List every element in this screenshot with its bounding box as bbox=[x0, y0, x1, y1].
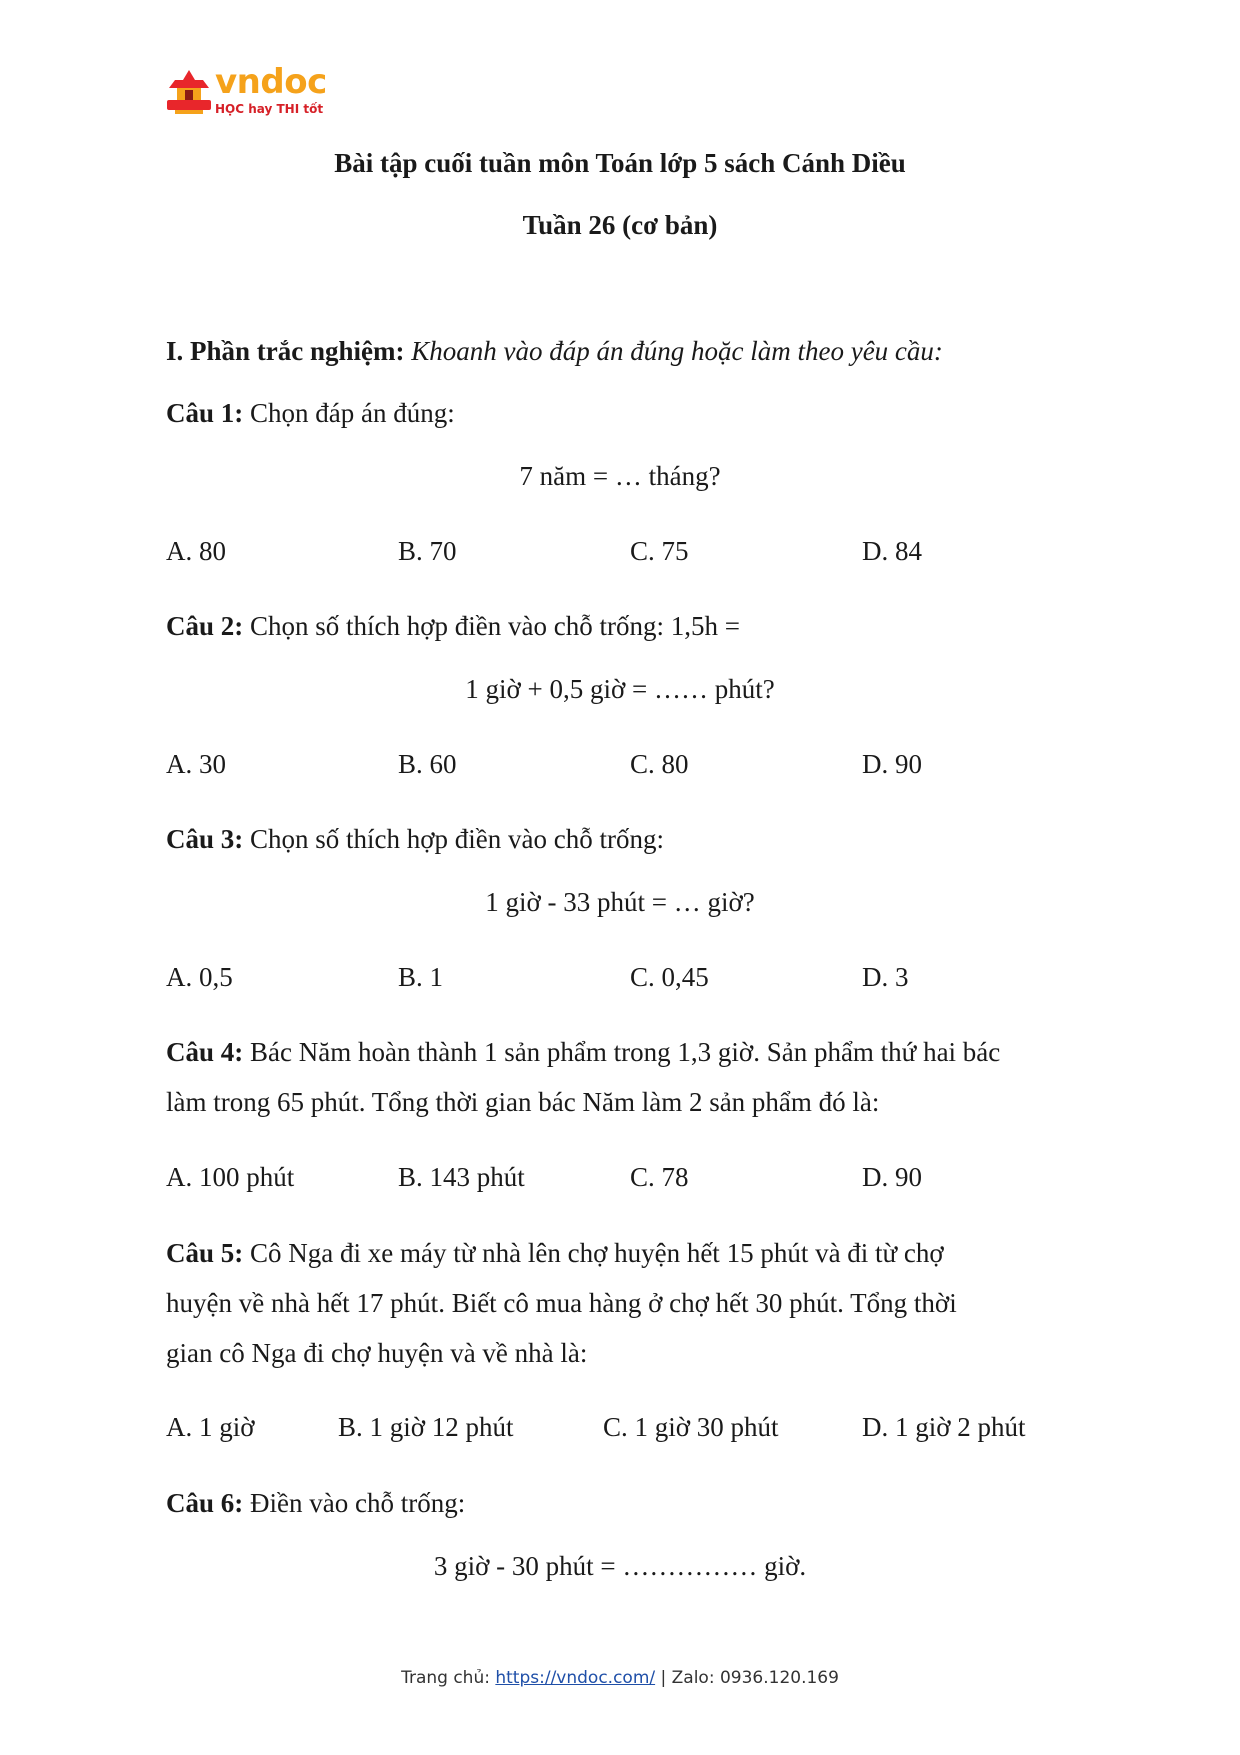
document-subtitle: Tuần 26 (cơ bản) bbox=[522, 210, 718, 240]
logo-brand: vndoc bbox=[215, 62, 327, 102]
footer-contact: | Zalo: 0936.120.169 bbox=[660, 1668, 839, 1688]
question-formula: 1 giờ - 33 phút = … giờ? bbox=[485, 887, 755, 917]
page-footer bbox=[0, 1668, 1240, 1688]
question-5 bbox=[166, 1238, 944, 1269]
option-b[interactable]: B. 60 bbox=[398, 749, 457, 779]
question-label: Câu 6: bbox=[166, 1488, 244, 1518]
option-d[interactable]: D. 3 bbox=[862, 962, 909, 992]
question-2 bbox=[166, 611, 740, 642]
question-text-continued: làm trong 65 phút. Tổng thời gian bác Năm làm 2 sản phẩm đó là: bbox=[166, 1087, 880, 1117]
option-c[interactable]: C. 78 bbox=[630, 1162, 689, 1192]
document-title: Bài tập cuối tuần môn Toán lớp 5 sách Cánh Diều bbox=[334, 148, 906, 178]
question-text-continued: gian cô Nga đi chợ huyện và về nhà là: bbox=[166, 1338, 588, 1368]
homepage-link[interactable]: https://vndoc.com/ bbox=[495, 1668, 656, 1688]
option-c[interactable]: C. 80 bbox=[630, 749, 689, 779]
option-a[interactable]: A. 1 giờ bbox=[166, 1412, 255, 1442]
option-d[interactable]: D. 84 bbox=[862, 536, 922, 566]
question-text: Bác Năm hoàn thành 1 sản phẩm trong 1,3 giờ. Sản phẩm thứ hai bác bbox=[250, 1037, 1001, 1067]
temple-logo-icon bbox=[165, 66, 213, 118]
question-label: Câu 3: bbox=[166, 824, 244, 854]
option-b[interactable]: B. 1 bbox=[398, 962, 444, 992]
option-c[interactable]: C. 0,45 bbox=[630, 962, 709, 992]
question-6 bbox=[166, 1488, 465, 1519]
option-d[interactable]: D. 1 giờ 2 phút bbox=[862, 1412, 1026, 1442]
question-label: Câu 4: bbox=[166, 1037, 244, 1067]
question-3 bbox=[166, 824, 664, 855]
option-d[interactable]: D. 90 bbox=[862, 1162, 922, 1192]
section-instruction: Khoanh vào đáp án đúng hoặc làm theo yêu cầu: bbox=[411, 336, 943, 366]
question-text: Điền vào chỗ trống: bbox=[250, 1488, 466, 1518]
vndoc-logo[interactable] bbox=[165, 62, 327, 124]
footer-prefix: Trang chủ: bbox=[401, 1668, 490, 1688]
question-label: Câu 5: bbox=[166, 1238, 244, 1268]
question-1 bbox=[166, 398, 455, 429]
option-a[interactable]: A. 0,5 bbox=[166, 962, 233, 992]
logo-slogan: HỌC hay THI tốt bbox=[215, 102, 324, 116]
option-a[interactable]: A. 80 bbox=[166, 536, 226, 566]
question-formula: 7 năm = … tháng? bbox=[519, 461, 721, 491]
option-a[interactable]: A. 100 phút bbox=[166, 1162, 295, 1192]
section-label: I. Phần trắc nghiệm: bbox=[166, 336, 405, 366]
question-text: Chọn số thích hợp điền vào chỗ trống: 1,5h = bbox=[250, 611, 740, 641]
question-label: Câu 1: bbox=[166, 398, 244, 428]
question-formula: 1 giờ + 0,5 giờ = …… phút? bbox=[465, 674, 775, 704]
option-a[interactable]: A. 30 bbox=[166, 749, 226, 779]
question-text: Chọn đáp án đúng: bbox=[250, 398, 455, 428]
option-c[interactable]: C. 75 bbox=[630, 536, 689, 566]
option-c[interactable]: C. 1 giờ 30 phút bbox=[603, 1412, 779, 1442]
section-heading bbox=[166, 336, 943, 367]
option-b[interactable]: B. 143 phút bbox=[398, 1162, 525, 1192]
option-b[interactable]: B. 1 giờ 12 phút bbox=[338, 1412, 514, 1442]
question-text: Cô Nga đi xe máy từ nhà lên chợ huyện hết 15 phút và đi từ chợ bbox=[250, 1238, 944, 1268]
question-text-continued: huyện về nhà hết 17 phút. Biết cô mua hàng ở chợ hết 30 phút. Tổng thời bbox=[166, 1288, 957, 1318]
question-label: Câu 2: bbox=[166, 611, 244, 641]
question-text: Chọn số thích hợp điền vào chỗ trống: bbox=[250, 824, 664, 854]
question-formula: 3 giờ - 30 phút = …………… giờ. bbox=[433, 1551, 807, 1581]
question-4 bbox=[166, 1037, 1000, 1068]
option-b[interactable]: B. 70 bbox=[398, 536, 457, 566]
option-d[interactable]: D. 90 bbox=[862, 749, 922, 779]
